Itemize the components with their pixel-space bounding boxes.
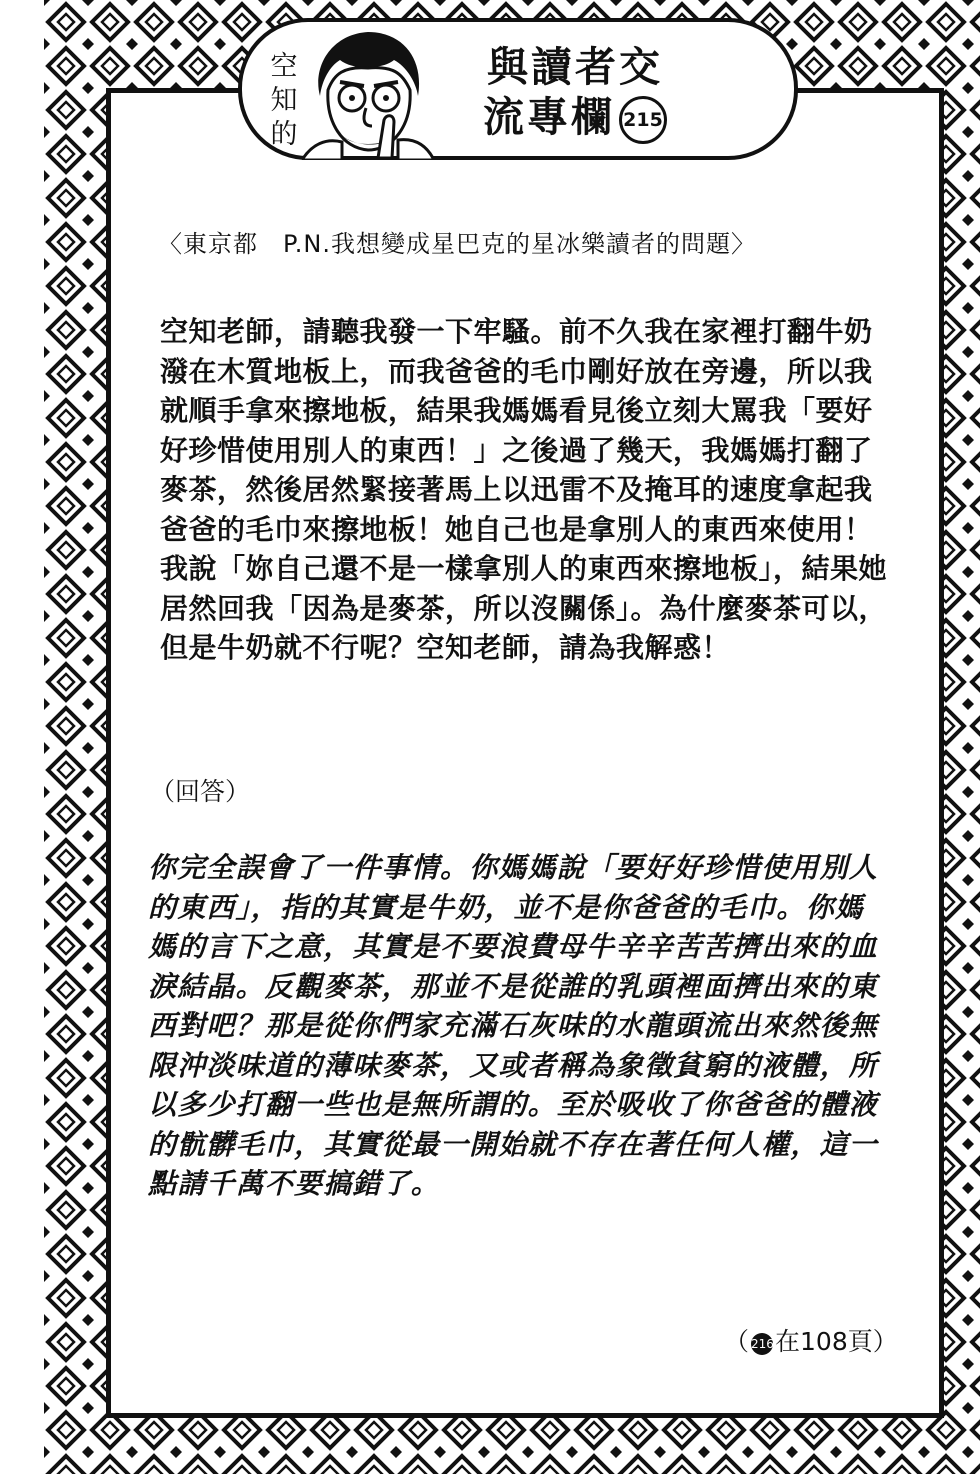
next-issue-badge: 216 [751,1333,773,1355]
continued-text: 在108頁） [775,1327,898,1356]
column-title-line1: 與讀者交 [487,43,663,91]
answer-label: （回答） [150,777,251,806]
continued-open-paren: （ [724,1327,750,1356]
reader-question: 空知老師，請聽我發一下牢騷。前不久我在家裡打翻牛奶潑在木質地板上，而我爸爸的毛巾剛好放在旁邊，所以我就順手拿來擦地板，結果我媽媽看見後立刻大罵我「要好好珍惜使用別人的東西！」之後過了幾天，我媽媽打翻了麥茶，然後居然緊接著馬上以迅雷不及掩耳的速度拿起我爸爸的毛巾來擦地板！她自己也是拿別人的東西來使用！我說「妳自己還不是一樣拿別人的東西來擦地板」，結果她居然回我「因為是麥茶，所以沒關係」。為什麼麥茶可以，但是牛奶就不行呢？空知老師，請為我解惑！ [160,315,888,664]
column-title-line2 [470,92,680,144]
continued-note [724,1322,898,1358]
author-label-char: 的 [270,119,298,150]
author-answer: 你完全誤會了一件事情。你媽媽說「要好好珍惜使用別人的東西」，指的其實是牛奶，並不是你爸爸的毛巾。你媽媽的言下之意，其實是不要浪費母牛辛辛苦苦擠出來的血淚結晶。反觀麥茶，那並不是從誰的乳頭裡面擠出來的東西對吧？那是從你們家充滿石灰味的水龍頭流出來然後無限沖淡味道的薄味麥茶，又或者稱為象徵貧窮的液體，所以多少打翻一些也是無所謂的。至於吸收了你爸爸的體液的骯髒毛巾，其實從最一開始就不存在著任何人權，這一點請千萬不要搞錯了。 [148,851,879,1200]
author-portrait-icon [302,26,434,160]
letter-sender: 〈東京都 P.N.我想變成星巴克的星冰樂讀者的問題〉 [158,230,756,258]
issue-number-badge: 215 [619,96,667,144]
author-label [268,50,300,152]
column-title-line2-text: 流專欄 [483,93,615,141]
column-title [470,42,680,144]
author-label-char: 知 [270,85,298,116]
letter-panel [106,88,944,1418]
author-label-char: 空 [270,51,298,82]
